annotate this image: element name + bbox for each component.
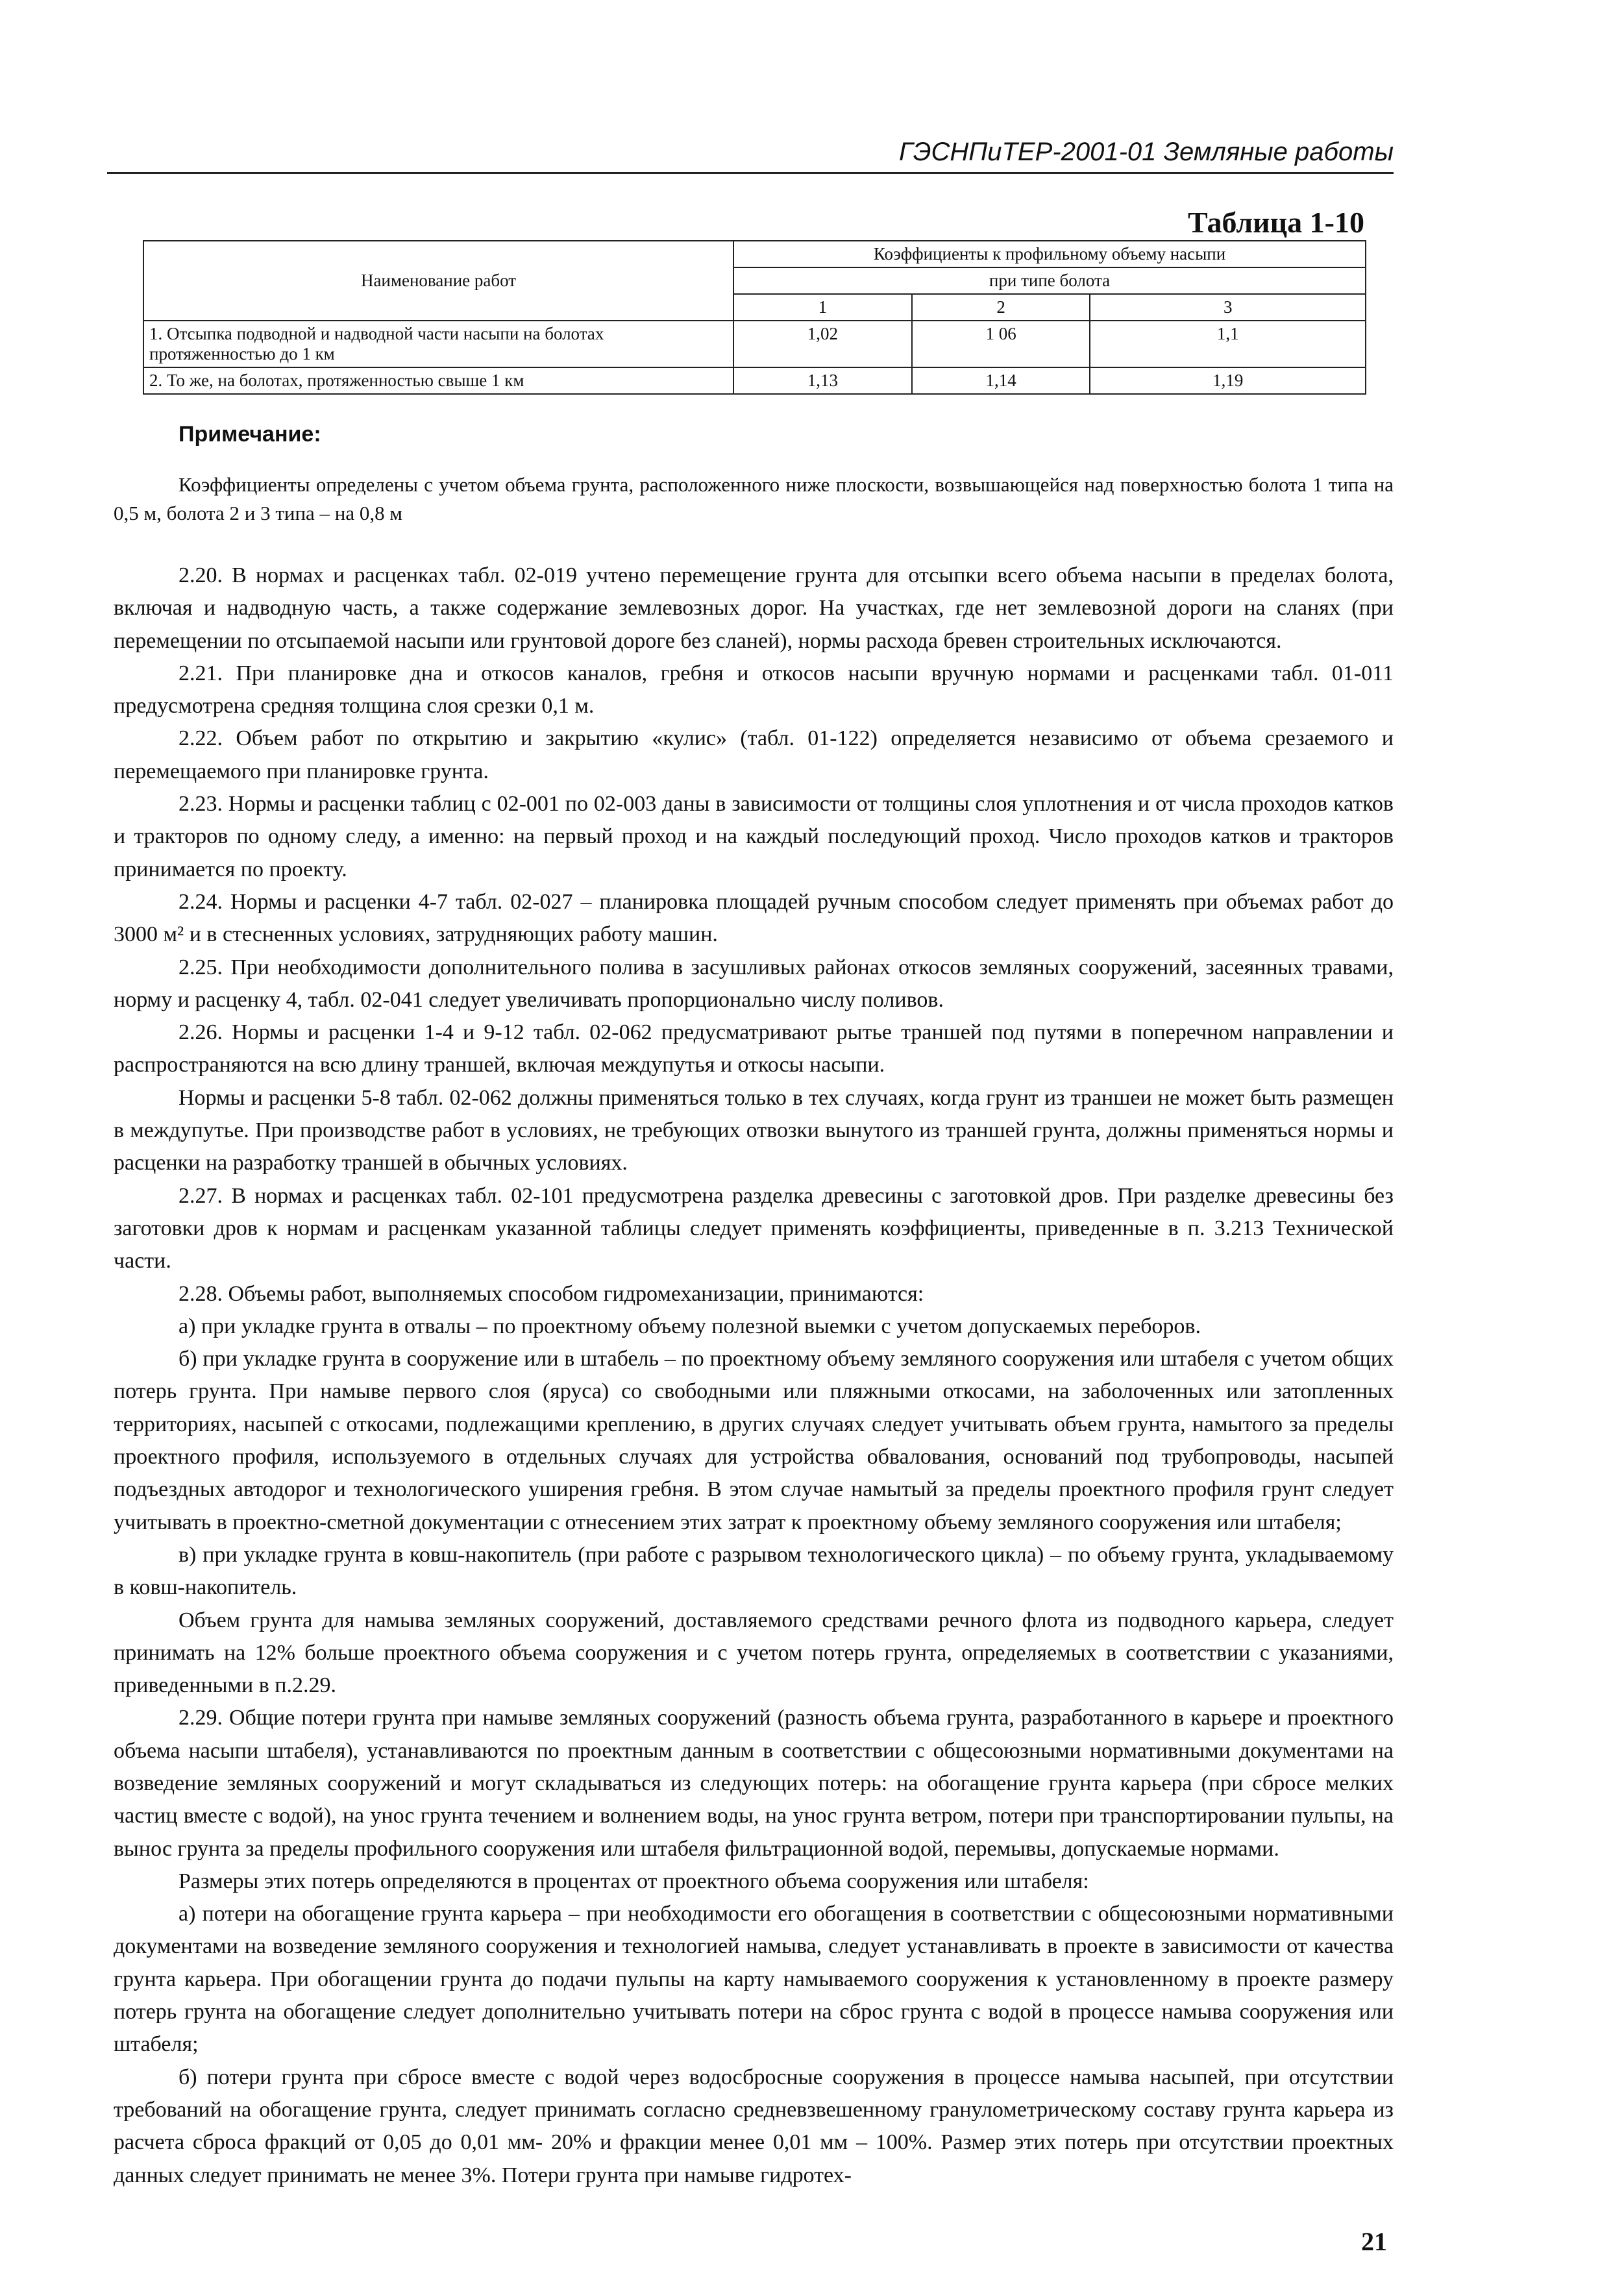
table-cell-value: 1,19 bbox=[1090, 367, 1366, 394]
running-header: ГЭСНПиТЕР-2001-01 Земляные работы bbox=[107, 138, 1394, 174]
column-header-type-1: 1 bbox=[733, 294, 912, 321]
paragraph: 2.23. Нормы и расценки таблиц с 02-001 по 02-003 даны в зависимости от толщины слоя уплотнения и от числа проходов катков и тракторов по одному следу, а именно: на первый проход и на каждый последующий проход. Число проходов катков и тракторов принимается по проекту. bbox=[114, 792, 1394, 881]
page-number: 21 bbox=[1361, 2227, 1387, 2256]
paragraph: 2.21. При планировке дна и откосов каналов, гребня и откосов насыпи вручную нормами и расценками табл. 01-011 предусмотрена средняя толщина слоя срезки 0,1 м. bbox=[114, 661, 1394, 719]
paragraph: 2.26. Нормы и расценки 1-4 и 9-12 табл. 02-062 предусматривают рытье траншей под путями в поперечном направлении и распространяются на всю длину траншей, включая междупутья и откосы насыпи. bbox=[114, 1020, 1394, 1077]
column-header-bog-type: при типе болота bbox=[733, 267, 1366, 294]
paragraph: 2.20. В нормах и расценках табл. 02-019 учтено перемещение грунта для отсыпки всего объема насыпи в пределах болота, включая и надводную часть, а также содержание землевозных дорог. На участках, где нет землевозной дороги на сланях (при перемещении по отсыпаемой насыпи или грунтовой дороге без сланей), нормы расхода бревен строительных исключаются. bbox=[114, 563, 1394, 653]
table-row bbox=[143, 367, 1366, 394]
table-cell-value: 1 06 bbox=[912, 321, 1090, 367]
column-header-type-2: 2 bbox=[912, 294, 1090, 321]
paragraph: 2.22. Объем работ по открытию и закрытию «кулис» (табл. 01-122) определяется независимо от объема срезаемого и перемещаемого при планировке грунта. bbox=[114, 726, 1394, 783]
paragraph: Объем грунта для намыва земляных сооружений, доставляемого средствами речного флота из подводного карьера, следует принимать на 12% больше проектного объема сооружения и с учетом потерь грунта, определяемых в соответствии с указаниями, приведенными в п.2.29. bbox=[114, 1608, 1394, 1698]
coefficients-table bbox=[143, 240, 1366, 395]
paragraph: а) при укладке грунта в отвалы – по проектному объему полезной выемки с учетом допускаемых переборов. bbox=[178, 1314, 1201, 1338]
paragraph: 2.25. При необходимости дополнительного полива в засушливых районах откосов земляных сооружений, засеянных травами, норму и расценку 4, табл. 02-041 следует увеличивать пропорционально числу поливов. bbox=[114, 955, 1394, 1012]
paragraph: Размеры этих потерь определяются в процентах от проектного объема сооружения или штабеля: bbox=[178, 1869, 1089, 1893]
paragraph: Нормы и расценки 5-8 табл. 02-062 должны применяться только в тех случаях, когда грунт из траншеи не может быть размещен в междупутье. При производстве работ в условиях, не требующих отвозки вынутого из траншей грунта, должны применяться нормы и расценки на разработку траншей в обычных условиях. bbox=[114, 1085, 1394, 1175]
paragraph: 2.28. Объемы работ, выполняемых способом гидромеханизации, принимаются: bbox=[178, 1281, 924, 1306]
table-cell-value: 1,13 bbox=[733, 367, 912, 394]
table-cell-value: 1,02 bbox=[733, 321, 912, 367]
table-cell-name: 1. Отсыпка подводной и надводной части насыпи на болотах протяженностью до 1 км bbox=[143, 321, 733, 367]
table-cell-name: 2. То же, на болотах, протяженностью свыше 1 км bbox=[143, 367, 733, 394]
paragraph: 2.27. В нормах и расценках табл. 02-101 предусмотрена разделка древесины с заготовкой дров. При разделке древесины без заготовки дров к нормам и расценкам указанной таблицы следует применять коэффициенты, приведенные в п. 3.213 Технической части. bbox=[114, 1183, 1394, 1273]
column-header-coefficients: Коэффициенты к профильному объему насыпи bbox=[733, 241, 1366, 267]
paragraph: в) при укладке грунта в ковш-накопитель (при работе с разрывом технологического цикла) – по объему грунта, укладываемому в ковш-накопитель. bbox=[114, 1542, 1394, 1600]
table-row bbox=[143, 321, 1366, 367]
column-header-work-name: Наименование работ bbox=[143, 241, 733, 321]
paragraph: 2.24. Нормы и расценки 4-7 табл. 02-027 – планировка площадей ручным способом следует применять при объемах работ до 3000 м² и в стесненных условиях, затрудняющих работу машин. bbox=[114, 889, 1394, 947]
table-header-row bbox=[143, 241, 1366, 267]
note-text: Коэффициенты определены с учетом объема грунта, расположенного ниже плоскости, возвышающейся над поверхностью болота 1 типа на 0,5 м, болота 2 и 3 типа – на 0,8 м bbox=[114, 473, 1394, 524]
paragraph: 2.29. Общие потери грунта при намыве земляных сооружений (разность объема грунта, разработанного в карьере и проектного объема насыпи штабеля), устанавливаются по проектным данным в соответствии с общесоюзными нормативными документами на возведение земляных сооружений и могут складываться из следующих потерь: на обогащение грунта карьера (при сбросе мелких частиц вместе с водой), на унос грунта течением и волнением воды, на унос грунта ветром, потери при транспортировании пульпы, на вынос грунта за пределы профильного сооружения или штабеля фильтрационной водой, перемывы, допускаемые нормами. bbox=[114, 1706, 1394, 1861]
paragraph: б) потери грунта при сбросе вместе с водой через водосбросные сооружения в процессе намыва насыпей, при отсутствии требований на обогащение грунта, следует принимать согласно средневзвешенному гранулометрическому составу грунта карьера из расчета сброса фракций от 0,05 до 0,01 мм- 20% и фракции менее 0,01 мм – 100%. Размер этих потерь при отсутствии проектных данных следует принимать не менее 3%. Потери грунта при намыве гидротех- bbox=[114, 2065, 1394, 2187]
table-title: Таблица 1-10 bbox=[1187, 206, 1364, 239]
body-text bbox=[114, 559, 1394, 2192]
note-title: Примечание: bbox=[178, 422, 321, 447]
paragraph: а) потери на обогащение грунта карьера – при необходимости его обогащения в соответствии с общесоюзными нормативными документами на возведение земляного сооружения и технологией намыва, следует устанавливать в проекте в зависимости от качества грунта карьера. При обогащении грунта до подачи пульпы на карту намываемого сооружения к установленному в проекте размеру потерь грунта на обогащение следует дополнительно учитывать потери на сброс грунта с водой в процессе намыва сооружения или штабеля; bbox=[114, 1902, 1394, 2057]
table-cell-value: 1,14 bbox=[912, 367, 1090, 394]
paragraph: б) при укладке грунта в сооружение или в штабель – по проектному объему земляного сооружения или штабеля с учетом общих потерь грунта. При намыве первого слоя (яруса) со свободными или пляжными откосами, на заболоченных или затопленных территориях, насыпей с откосами, подлежащими креплению, в других случаях следует учитывать объем грунта, намытого за пределы проектного профиля, используемого в отдельных случаях для устройства обвалования, оснований под трубопроводы, насыпей подъездных автодорог и технологического уширения гребня. В этом случае намытый за пределы проектного профиля грунт следует учитывать в проектно-сметной документации с отнесением этих затрат к проектному объему земляного сооружения или штабеля; bbox=[114, 1347, 1394, 1534]
table-cell-value: 1,1 bbox=[1090, 321, 1366, 367]
column-header-type-3: 3 bbox=[1090, 294, 1366, 321]
